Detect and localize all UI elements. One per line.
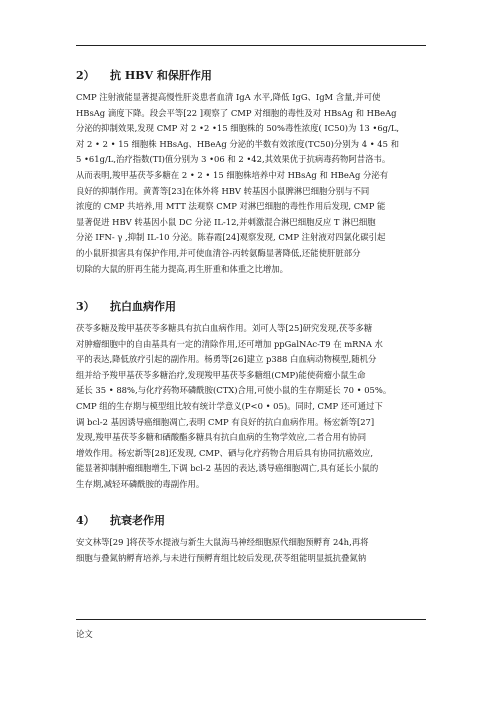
text-line: 发现,羧甲基茯苓多糖和硒酸酯多糖具有抗白血病的生物学效应,二者合用有协同 — [76, 432, 367, 443]
text-line: 分泌 IFN- γ ,抑制 IL-10 分泌。陈春霞[24]观察发现, CMP 注射液对四氯化碳引起 — [76, 232, 386, 243]
text-line: 组并给予羧甲基茯苓多糖治疗,发现羧甲基茯苓多糖组(CMP)能使荷瘤小鼠生命 — [76, 369, 366, 380]
page-footer-label: 论文 — [76, 629, 93, 639]
text-line: 平的表达,降低放疗引起的副作用。杨勇等[26]建立 p388 白血病动物模型,随机分 — [76, 354, 377, 365]
header-rule — [76, 45, 426, 46]
section-number: 2） — [76, 69, 95, 82]
footer-rule — [76, 619, 426, 620]
text-line: CMP 注射液能显著提高慢性肝炎患者血清 IgA 水平,降低 IgG、IgM 含量,并可使 — [76, 92, 381, 102]
text-line: 对 2 • 2 • 15 细胞株 HBsAg、HBeAg 分泌的半数有效浓度(TC50)分别为 4 • 45 和 — [76, 138, 399, 149]
section-paragraph-3 — [76, 321, 426, 493]
section-title: 抗衰老作用 — [110, 514, 165, 527]
section-heading-2 — [76, 69, 212, 83]
text-line: 调 bcl-2 基因诱导癌细胞凋亡,表明 CMP 有良好的抗白血病作用。杨宏新等[27] — [76, 416, 375, 427]
text-line: 切除的大鼠的肝再生能力提高,再生肝重和体重之比增加。 — [76, 263, 289, 274]
section-heading-3 — [76, 300, 176, 314]
section-paragraph-2 — [76, 90, 426, 277]
text-line: 对肿瘤细胞中的自由基具有一定的清除作用,还可增加 ppGalNAc-T9 在 mRNA 水 — [76, 338, 383, 349]
section-heading-4 — [76, 514, 165, 528]
text-line: 增效作用。杨宏新等[28]还发现, CMP、硒与化疗药物合用后具有协同抗癌效应, — [76, 447, 374, 458]
section-title: 抗 HBV 和保肝作用 — [110, 69, 212, 82]
section-paragraph-4 — [76, 535, 426, 566]
text-line: 良好的抑制作用。黄菁等[23]在体外将 HBV 转基因小鼠脾淋巴细胞分别与不同 — [76, 185, 370, 196]
text-line: 从而表明,羧甲基茯苓多糖在 2 • 2 • 15 细胞株培养中对 HBsAg 和 HBeAg 分泌有 — [76, 169, 389, 180]
section-number: 4） — [76, 514, 95, 527]
text-line: 浓度的 CMP 共培养,用 MTT 法观察 CMP 对淋巴细胞的毒性作用后发现, CMP 能 — [76, 201, 386, 212]
text-line: 生存期,减轻环磷酰胺的毒副作用。 — [76, 478, 205, 489]
text-line: 显著促进 HBV 转基因小鼠 DC 分泌 IL-12,并刺激混合淋巴细胞反应 T 淋巴细胞 — [76, 216, 376, 227]
text-line: 能显著抑制肿瘤细胞增生,下调 bcl-2 基因的表达,诱导癌细胞凋亡,具有延长小鼠的 — [76, 463, 379, 474]
text-line: 细胞与叠氮钠孵育培养,与未进行预孵育组比较后发现,茯苓组能明显抵抗叠氮钠 — [76, 552, 367, 563]
text-line: 的小鼠肝损害具有保护作用,并可使血清谷-丙转氨酶显著降低,还能使肝脏部分 — [76, 247, 361, 258]
text-line: 分泌的抑制效果,发现 CMP 对 2 •2 •15 细胞株的 50%毒性浓度( IC50)为 13 •6g/L, — [76, 123, 400, 134]
text-line: 延长 35 • 88%,与化疗药物环磷酰胺(CTX)合用,可使小鼠的生存期延长 70 • 05%。 — [76, 385, 392, 396]
text-line: HBsAg 滴度下降。段会平等[22 ]观察了 CMP 对细胞的毒性及对 HBsAg 和 HBeAg — [76, 107, 397, 118]
text-line: 安文林等[29 ]将茯苓水提液与新生大鼠海马神经细胞原代细胞预孵育 24h,再将 — [76, 537, 369, 547]
text-line: CMP 组的生存期与模型组比较有统计学意义(P<0 • 05)。同时, CMP 还可通过下 — [76, 400, 383, 411]
section-title: 抗白血病作用 — [110, 300, 176, 313]
text-line: 茯苓多糖及羧甲基茯苓多糖具有抗白血病作用。刘可人等[25]研究发现,茯苓多糖 — [76, 323, 373, 333]
text-line: 5 •61g/L,治疗指数(TI)值分别为 3 •06 和 2 •42,其效果优于抗病毒药物阿昔洛韦。 — [76, 154, 391, 165]
section-number: 3） — [76, 300, 95, 313]
